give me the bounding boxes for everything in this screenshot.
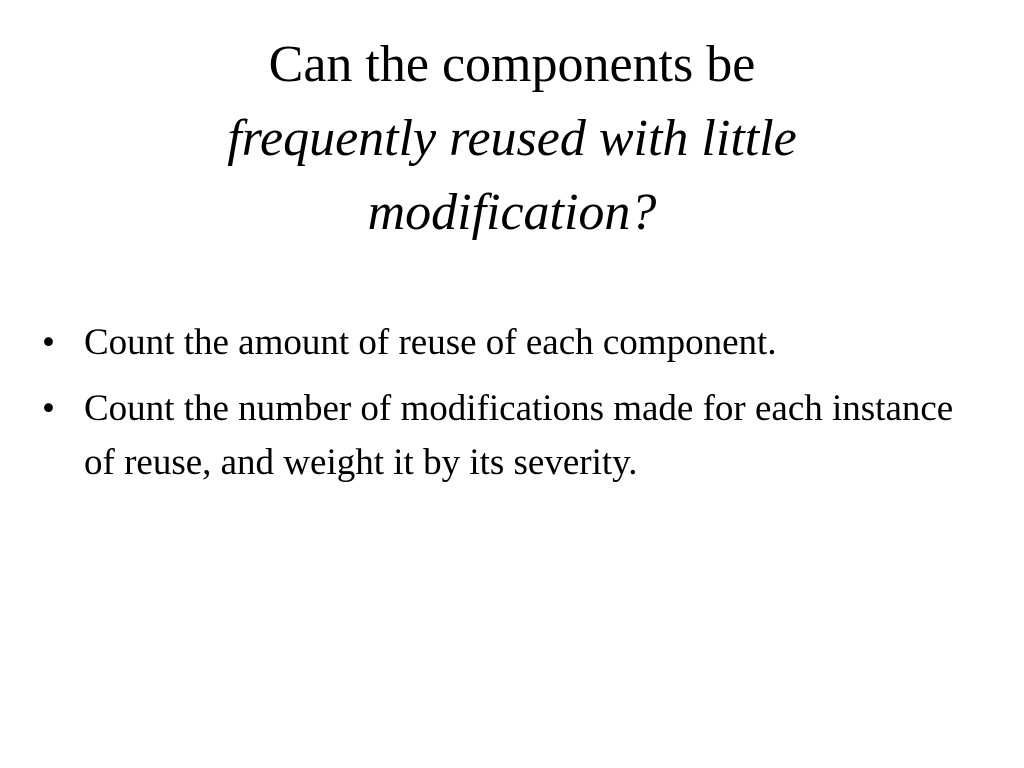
title-line-1: Can the components be (268, 36, 756, 93)
bullet-text: Count the number of modifications made for each instance of reuse, and weight it by its severity. (84, 388, 954, 483)
bullet-item (40, 382, 980, 490)
bullet-icon: • (42, 322, 55, 363)
title-line-2: frequently reused with little (227, 110, 797, 167)
bullet-icon: • (42, 388, 55, 429)
bullet-text: Count the amount of reuse of each component. (84, 322, 777, 363)
title-line-3: modification? (367, 184, 657, 241)
bullet-list (40, 316, 980, 502)
slide-title (60, 28, 964, 250)
bullet-item (40, 316, 980, 370)
